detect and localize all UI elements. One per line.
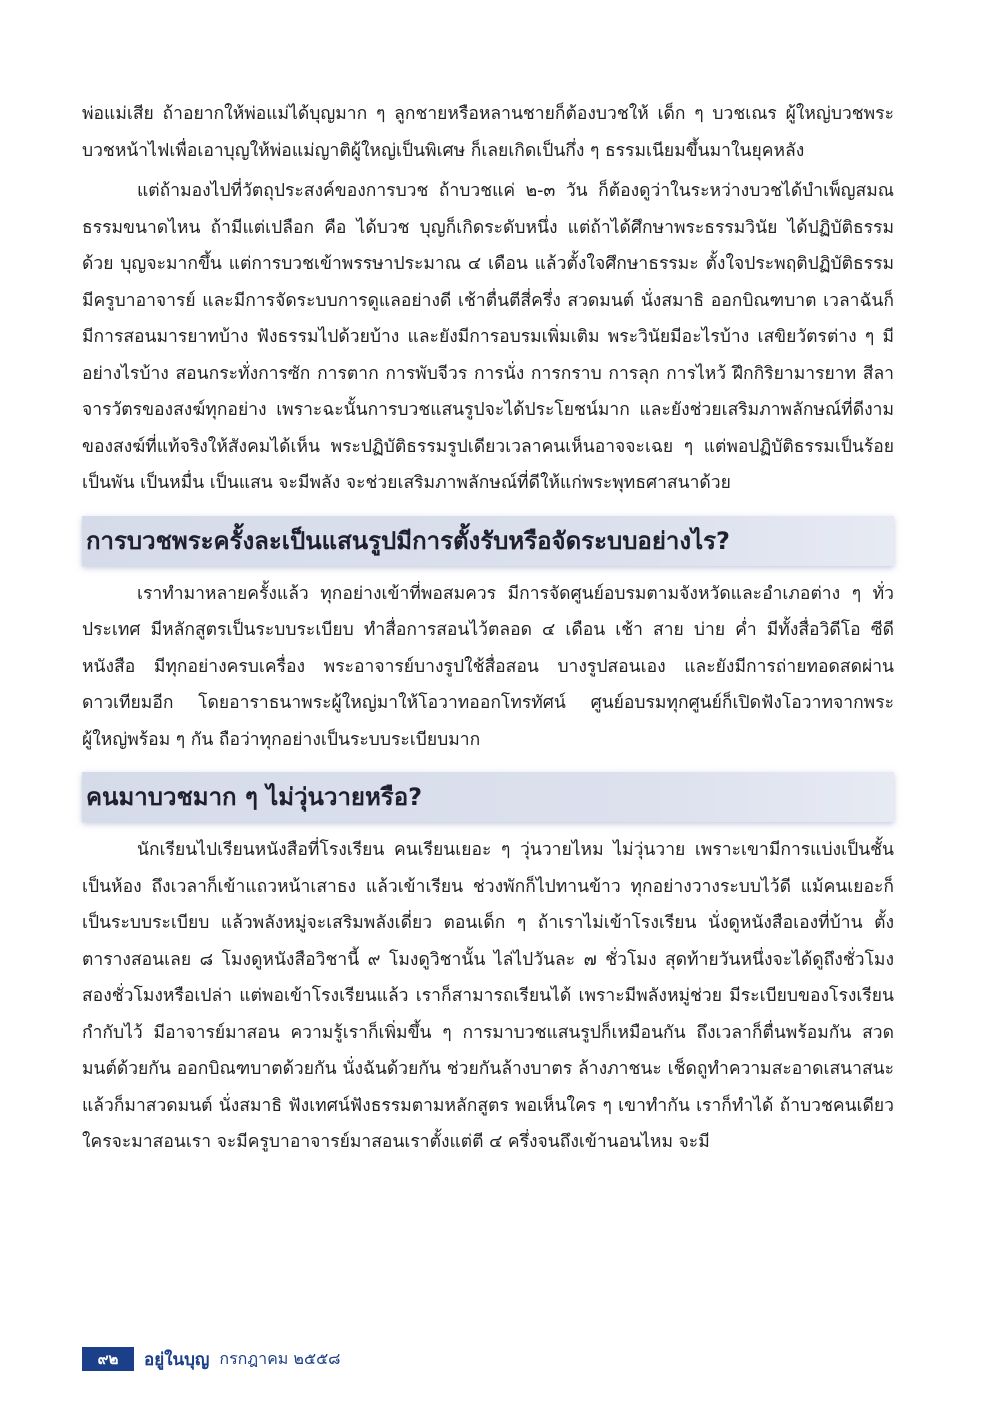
page-footer: [82, 1346, 341, 1372]
issue-date: กรกฎาคม ๒๕๕๘: [219, 1348, 341, 1368]
intro-paragraph-2: แต่ถ้ามองไปที่วัตถุประสงค์ของการบวช ถ้าบวชแค่ ๒-๓ วัน ก็ต้องดูว่าในระหว่างบวชได้บำเพ็ญสมณธรรมขนาดไหน ถ้ามีแต่เปลือก คือ ได้บวช บุญก็เกิดระดับหนึ่ง แต่ถ้าได้ศึกษาพระธรรมวินัย ได้ปฏิบัติธรรมด้วย บุญจะมากขึ้น แต่การบวชเข้าพรรษาประมาณ ๔ เดือน แล้วตั้งใจศึกษาธรรมะ ตั้งใจประพฤติปฏิบัติธรรม มีครูบาอาจารย์ และมีการจัดระบบการดูแลอย่างดี เช้าตื่นตีสี่ครึ่ง สวดมนต์ นั่งสมาธิ ออกบิณฑบาต เวลาฉันก็มีการสอนมารยาทบ้าง ฟังธรรมไปด้วยบ้าง และยังมีการอบรมเพิ่มเติม พระวินัยมีอะไรบ้าง เสขิยวัตรต่าง ๆ มีอย่างไรบ้าง สอนกระทั่งการซัก การตาก การพับจีวร การนั่ง การกราบ การลุก การไหว้ ฝึกกิริยามารยาท สีลาจารวัตรของสงฆ์ทุกอย่าง เพราะฉะนั้นการบวชแสนรูปจะได้ประโยชน์มาก และยังช่วยเสริมภาพลักษณ์ที่ดีงามของสงฆ์ที่แท้จริงให้สังคมได้เห็น พระปฏิบัติธรรมรูปเดียวเวลาคนเห็นอาจจะเฉย ๆ แต่พอปฏิบัติธรรมเป็นร้อย เป็นพัน เป็นหมื่น เป็นแสน จะมีพลัง จะช่วยเสริมภาพลักษณ์ที่ดีให้แก่พระพุทธศาสนาด้วย: [82, 181, 894, 493]
intro-paragraph-1: พ่อแม่เสีย ถ้าอยากให้พ่อแม่ได้บุญมาก ๆ ลูกชายหรือหลานชายก็ต้องบวชให้ เด็ก ๆ บวชเณร ผู้ใหญ่บวชพระ บวชหน้าไฟเพื่อเอาบุญให้พ่อแม่ญาติผู้ใหญ่เป็นพิเศษ ก็เลยเกิดเป็นกึ่ง ๆ ธรรมเนียมขึ้นมาในยุคหลัง: [82, 104, 894, 161]
section-1-paragraph: เราทำมาหลายครั้งแล้ว ทุกอย่างเข้าที่พอสมควร มีการจัดศูนย์อบรมตามจังหวัดและอำเภอต่าง ๆ ทั่วประเทศ มีหลักสูตรเป็นระบบระเบียบ ทำสื่อการสอนไว้ตลอด ๔ เดือน เช้า สาย บ่าย ค่ำ มีทั้งสื่อวิดีโอ ซีดี หนังสือ มีทุกอย่างครบเครื่อง พระอาจารย์บางรูปใช้สื่อสอน บางรูปสอนเอง และยังมีการถ่ายทอดสดผ่านดาวเทียมอีก โดยอาราธนาพระผู้ใหญ่มาให้โอวาทออกโทรทัศน์ ศูนย์อบรมทุกศูนย์ก็เปิดฟังโอวาทจากพระผู้ใหญ่พร้อม ๆ กัน ถือว่าทุกอย่างเป็นระบบระเบียบมาก: [82, 583, 894, 750]
section-2-paragraph: นักเรียนไปเรียนหนังสือที่โรงเรียน คนเรียนเยอะ ๆ วุ่นวายไหม ไม่วุ่นวาย เพราะเขามีการแบ่งเป็นชั้น เป็นห้อง ถึงเวลาก็เข้าแถวหน้าเสาธง แล้วเข้าเรียน ช่วงพักก็ไปทานข้าว ทุกอย่างวางระบบไว้ดี แม้คนเยอะก็เป็นระบบระเบียบ แล้วพลังหมู่จะเสริมพลังเดี่ยว ตอนเด็ก ๆ ถ้าเราไม่เข้าโรงเรียน นั่งดูหนังสือเองที่บ้าน ตั้งตารางสอนเลย ๘ โมงดูหนังสือวิชานี้ ๙ โมงดูวิชานั้น ไล่ไปวันละ ๗ ชั่วโมง สุดท้ายวันหนึ่งจะได้ดูถึงชั่วโมงสองชั่วโมงหรือเปล่า แต่พอเข้าโรงเรียนแล้ว เราก็สามารถเรียนได้ เพราะมีพลังหมู่ช่วย มีระเบียบของโรงเรียนกำกับไว้ มีอาจารย์มาสอน ความรู้เราก็เพิ่มขึ้น ๆ การมาบวชแสนรูปก็เหมือนกัน ถึงเวลาก็ตื่นพร้อมกัน สวดมนต์ด้วยกัน ออกบิณฑบาตด้วยกัน นั่งฉันด้วยกัน ช่วยกันล้างบาตร ล้างภาชนะ เช็ดถูทำความสะอาดเสนาสนะ แล้วก็มาสวดมนต์ นั่งสมาธิ ฟังเทศน์ฟังธรรมตามหลักสูตร พอเห็นใคร ๆ เขาทำกัน เราก็ทำได้ ถ้าบวชคนเดียวใครจะมาสอนเรา จะมีครูบาอาจารย์มาสอนเราตั้งแต่ตี ๔ ครึ่งจนถึงเข้านอนไหม จะมี: [82, 840, 894, 1152]
magazine-name: อยู่ในบุญ: [144, 1349, 210, 1370]
section-heading-1: การบวชพระครั้งละเป็นแสนรูปมีการตั้งรับหรือจัดระบบอย่างไร?: [82, 516, 894, 566]
section-heading-2: คนมาบวชมาก ๆ ไม่วุ่นวายหรือ?: [82, 772, 894, 822]
page-number: ๙๒: [82, 1347, 134, 1371]
article-body: [82, 96, 894, 1161]
